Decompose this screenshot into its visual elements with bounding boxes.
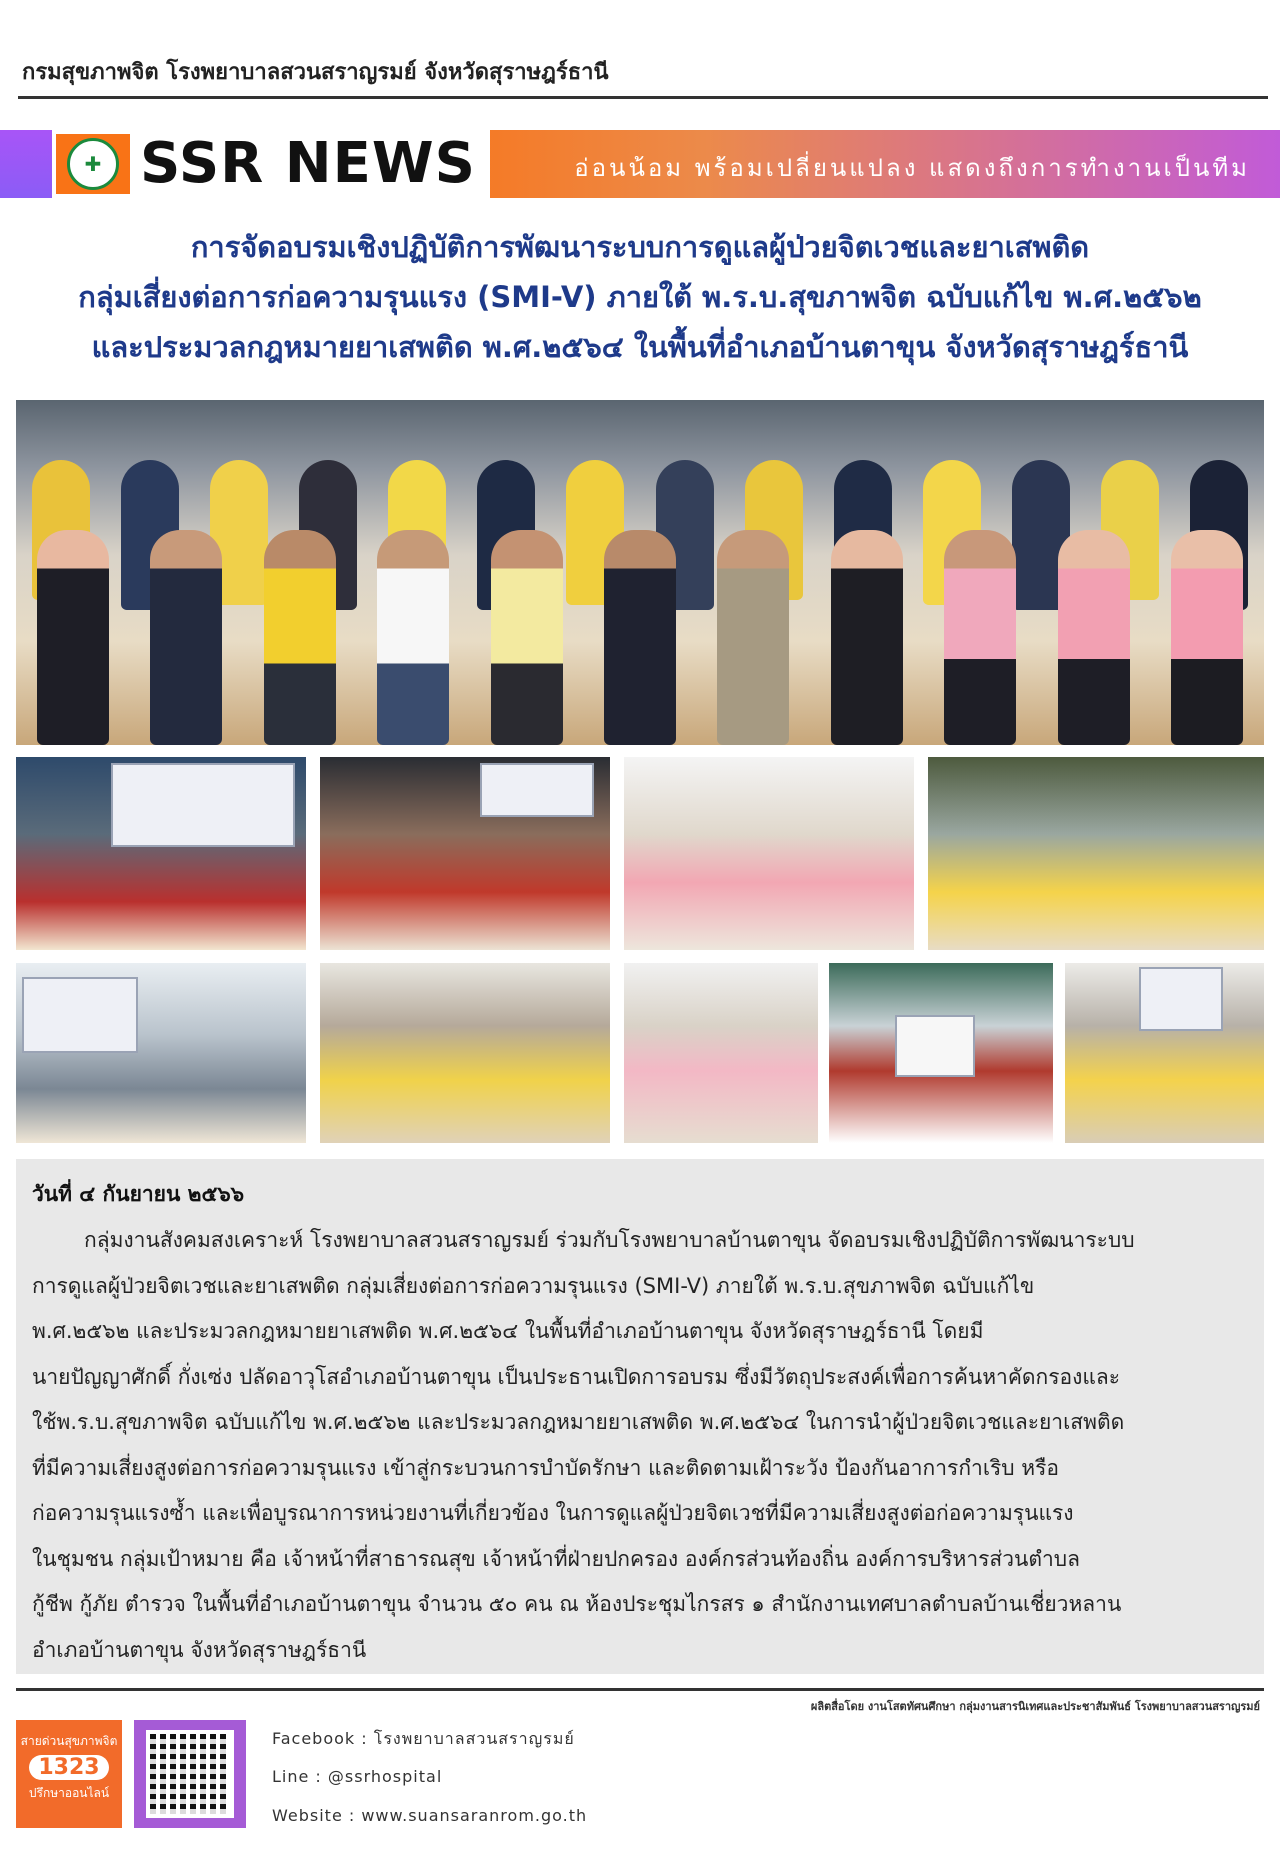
production-credit: ผลิตสื่อโดย งานโสตทัศนศึกษา กลุ่มงานสารนิเทศและประชาสัมพันธ์ โรงพยาบาลสวนสราญรมย์: [810, 1700, 1260, 1713]
photo-meeting-room: [16, 963, 306, 1143]
hotline-number: 1323: [29, 1755, 109, 1780]
article-paragraph: [32, 1218, 1246, 1673]
banner-accent-strip: [0, 130, 52, 198]
headline-line-3: และประมวลกฎหมายยาเสพติด พ.ศ.๒๕๖๔ ในพื้นที่อำเภอบ้านตาขุน จังหวัดสุราษฎร์ธานี: [91, 330, 1189, 364]
article-line: ในชุมชน กลุ่มเป้าหมาย คือ เจ้าหน้าที่สาธารณสุข เจ้าหน้าที่ฝ่ายปกครอง องค์กรส่วนท้องถิ่น องค์การบริหารส่วนตำบล: [32, 1546, 1081, 1571]
headline-line-1: การจัดอบรมเชิงปฏิบัติการพัฒนาระบบการดูแลผู้ป่วยจิตเวชและยาเสพติด: [190, 230, 1090, 264]
article-line: พ.ศ.๒๕๖๒ และประมวลกฎหมายยาเสพติด พ.ศ.๒๕๖๔ ในพื้นที่อำเภอบ้านตาขุน จังหวัดสุราษฎร์ธานี โดยมี: [32, 1319, 984, 1343]
news-banner: [0, 130, 1280, 198]
photo-workshop-tables: [320, 963, 610, 1143]
photo-group-discussion: [928, 757, 1264, 950]
organization-line: กรมสุขภาพจิต โรงพยาบาลสวนสราญรมย์ จังหวัดสุราษฎร์ธานี: [22, 60, 609, 85]
article-date: วันที่ ๔ กันยายน ๒๕๖๖: [32, 1182, 245, 1206]
photo-presenter-laptop: [320, 757, 610, 950]
photo-participants-writing: [624, 757, 914, 950]
article-line: อำเภอบ้านตาขุน จังหวัดสุราษฎร์ธานี: [32, 1637, 367, 1662]
photo-speaker-podium: [16, 757, 306, 950]
article-line: ที่มีความเสี่ยงสูงต่อการก่อความรุนแรง เข้าสู่กระบวนการบำบัดรักษา และติดตามเฝ้าระวัง ป้องกันอาการกำเริบ หรือ: [32, 1455, 1060, 1480]
article-line: กลุ่มงานสังคมสงเคราะห์ โรงพยาบาลสวนสราญรมย์ ร่วมกับโรงพยาบาลบ้านตาขุน จัดอบรมเชิงปฏิบัติการพัฒนาระบบ: [84, 1228, 1135, 1252]
headline-line-2: กลุ่มเสี่ยงต่อการก่อความรุนแรง (SMI-V) ภายใต้ พ.ร.บ.สุขภาพจิต ฉบับแก้ไข พ.ศ.๒๕๖๒: [78, 280, 1202, 314]
article-headline: [20, 222, 1260, 372]
line-contact: Line : @ssrhospital: [272, 1767, 443, 1786]
group-photo-front-row: [16, 530, 1264, 745]
article-line: ก่อความรุนแรงซ้ำ และเพื่อบูรณาการหน่วยงานที่เกี่ยวข้อง ในการดูแลผู้ป่วยจิตเวชที่มีความเสี่ยงสูงต่อก่อความรุนแรง: [32, 1501, 1074, 1525]
photo-audience-screen: [1065, 963, 1264, 1143]
hotline-label: สายด่วนสุขภาพจิต: [20, 1734, 118, 1748]
banner-title: SSR NEWS: [140, 131, 476, 196]
mental-health-logo-icon: ✚: [67, 138, 119, 190]
photo-women-group-work: [624, 963, 818, 1143]
banner-slogan: อ่อนน้อม พร้อมเปลี่ยนแปลง แสดงถึงการทำงานเป็นทีม: [574, 154, 1250, 182]
article-line: ใช้พ.ร.บ.สุขภาพจิต ฉบับแก้ไข พ.ศ.๒๕๖๒ และประมวลกฎหมายยาเสพติด พ.ศ.๒๕๖๔ ในการนำผู้ป่วยจิตเวชและยาเสพติด: [32, 1410, 1125, 1434]
qr-code: [134, 1720, 246, 1828]
website-contact: Website : www.suansaranrom.go.th: [272, 1806, 588, 1825]
facebook-contact: Facebook : โรงพยาบาลสวนสราญรมย์: [272, 1729, 575, 1748]
header-divider: [18, 96, 1268, 99]
hotline-online-label: ปรึกษาออนไลน์: [28, 1786, 110, 1800]
qr-code-icon: [146, 1730, 234, 1818]
article-line: นายปัญญาศักดิ์ กั่งเซ่ง ปลัดอาวุโสอำเภอบ้านตาขุน เป็นประธานเปิดการอบรม ซึ่งมีวัตถุประสงค์เพื่อการค้นหาคัดกรองและ: [32, 1364, 1121, 1389]
footer-divider: [16, 1688, 1264, 1691]
photo-flipchart-presentation: [829, 963, 1053, 1143]
article-line: กู้ชีพ กู้ภัย ตำรวจ ในพื้นที่อำเภอบ้านตาขุน จำนวน ๕๐ คน ณ ห้องประชุมไกรสร ๑ สำนักงานเทศบาลตำบลบ้านเชี่ยวหลาน: [32, 1592, 1122, 1616]
hotline-badge: [16, 1720, 122, 1828]
department-logo: [56, 134, 130, 194]
group-photo: [16, 400, 1264, 745]
article-line: การดูแลผู้ป่วยจิตเวชและยาเสพติด กลุ่มเสี่ยงต่อการก่อความรุนแรง (SMI-V) ภายใต้ พ.ร.บ.สุขภาพจิต ฉบับแก้ไข: [32, 1273, 1035, 1298]
